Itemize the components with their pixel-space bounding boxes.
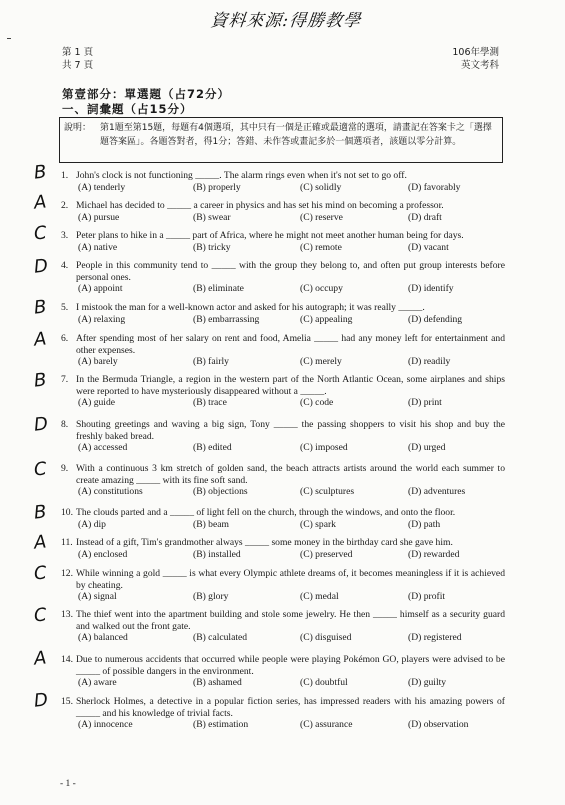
- exam-year: 106年學測: [452, 47, 499, 58]
- instructions-box: [59, 117, 503, 163]
- answer-option: (D) rewarded: [408, 548, 460, 560]
- question-item: [61, 537, 505, 561]
- option-row: [78, 397, 505, 409]
- answer-option: (C) remote: [300, 241, 342, 253]
- answer-option: (A) relaxing: [78, 313, 126, 325]
- question-item: [61, 333, 505, 368]
- question-item: [61, 260, 505, 295]
- page-line: 第 1 頁: [62, 47, 94, 58]
- handwritten-answer: D: [32, 689, 49, 712]
- answer-option: (A) appoint: [78, 283, 123, 295]
- answer-option: (D) urged: [408, 442, 446, 454]
- answer-option: (A) native: [78, 241, 118, 253]
- answer-option: (C) medal: [300, 591, 339, 603]
- subsection-title: 一、詞彙題（占15分）: [62, 102, 193, 116]
- answer-option: (C) preserved: [300, 548, 353, 560]
- answer-option: (C) merely: [300, 356, 342, 368]
- answer-option: (A) pursue: [78, 211, 120, 223]
- question-number: 11.: [61, 537, 73, 548]
- answer-option: (B) fairly: [193, 356, 229, 368]
- option-row: [78, 212, 505, 224]
- option-row: [78, 356, 505, 368]
- answer-option: (A) enclosed: [78, 548, 128, 560]
- question-item: [61, 696, 505, 731]
- question-number: 12.: [61, 568, 73, 579]
- question-number: 1.: [61, 170, 69, 181]
- question-item: [61, 609, 505, 644]
- question-number: 10.: [61, 507, 73, 518]
- answer-option: (D) profit: [408, 591, 446, 603]
- answer-option: (B) edited: [193, 442, 232, 454]
- question-stem: In the Bermuda Triangle, a region in the western part of the North Atlantic Ocean, some airplanes and ships were reported to have mysteriously disappeared without a _____.: [76, 374, 505, 397]
- question-number: 8.: [61, 419, 69, 430]
- question-number: 2.: [61, 200, 69, 211]
- answer-option: (A) tenderly: [78, 181, 126, 193]
- handwritten-answer: C: [32, 458, 48, 481]
- answer-option: (B) properly: [193, 181, 241, 193]
- answer-option: (D) readily: [408, 356, 451, 368]
- handwritten-answer: B: [32, 161, 48, 184]
- question-stem: People in this community tend to _____ with the group they belong to, and often put group interests before personal ones.: [76, 260, 505, 283]
- answer-option: (B) beam: [193, 518, 229, 530]
- option-row: [78, 719, 505, 731]
- answer-option: (B) glory: [193, 591, 229, 603]
- question-stem: The thief went into the apartment building and stole some jewelry. He then _____ himself as a security guard and walked out the front gate.: [76, 609, 505, 632]
- answer-option: (A) balanced: [78, 632, 128, 644]
- answer-option: (D) favorably: [408, 181, 461, 193]
- answer-option: (B) installed: [193, 548, 241, 560]
- section-title: 第壹部分：單選題（占72分）: [62, 87, 231, 101]
- answer-option: (D) defending: [408, 313, 463, 325]
- answer-option: (B) ashamed: [193, 677, 242, 689]
- answer-option: (A) dip: [78, 518, 106, 530]
- question-item: [61, 507, 505, 531]
- answer-option: (A) accessed: [78, 442, 128, 454]
- handwritten-answer: C: [32, 604, 48, 627]
- answer-option: (B) objections: [193, 486, 248, 498]
- question-stem: Peter plans to hike in a _____ part of Africa, where he might not meet another human being for days.: [76, 230, 464, 241]
- answer-option: (C) solidly: [300, 181, 342, 193]
- question-number: 14.: [61, 654, 73, 665]
- question-item: [61, 568, 505, 603]
- handwritten-answer: B: [32, 296, 48, 319]
- question-item: [61, 302, 505, 326]
- handwritten-answer: A: [32, 531, 48, 554]
- answer-option: (C) doubtful: [300, 677, 348, 689]
- answer-option: (D) vacant: [408, 241, 449, 253]
- answer-option: (C) assurance: [300, 719, 353, 731]
- option-row: [78, 182, 505, 194]
- question-item: [61, 230, 505, 254]
- option-row: [78, 486, 505, 498]
- answer-option: (C) reserve: [300, 211, 343, 223]
- question-number: 15.: [61, 696, 73, 707]
- handwritten-answer: A: [32, 328, 48, 351]
- option-row: [78, 632, 505, 644]
- question-item: [61, 419, 505, 454]
- answer-option: (A) aware: [78, 677, 117, 689]
- handwritten-answer: D: [32, 255, 49, 278]
- question-stem: I mistook the man for a well-known actor and asked for his autograph; it was really _____.: [76, 302, 425, 313]
- answer-option: (A) constitutions: [78, 486, 143, 498]
- answer-option: (D) adventures: [408, 486, 466, 498]
- question-stem: Sherlock Holmes, a detective in a popular fiction series, has impressed readers with his amazing powers of _____ and his knowledge of trivial facts.: [76, 696, 505, 719]
- question-stem: The clouds parted and a _____ of light fell on the church, through the windows, and onto the floor.: [76, 507, 456, 518]
- question-number: 7.: [61, 374, 69, 385]
- answer-option: (D) draft: [408, 211, 442, 223]
- answer-option: (C) imposed: [300, 442, 348, 454]
- source-watermark: 資料來源:得勝教學: [209, 11, 363, 31]
- answer-option: (C) appealing: [300, 313, 353, 325]
- handwritten-answer: D: [32, 413, 49, 436]
- option-row: [78, 591, 505, 603]
- question-number: 4.: [61, 260, 69, 271]
- exam-info: [452, 46, 499, 72]
- question-stem: John's clock is not functioning _____. The alarm rings even when it's not set to go off.: [76, 170, 407, 181]
- question-item: [61, 170, 505, 194]
- handwritten-answer: C: [32, 222, 48, 245]
- option-row: [78, 442, 505, 454]
- option-row: [78, 549, 505, 561]
- answer-option: (B) calculated: [193, 632, 248, 644]
- answer-option: (C) spark: [300, 518, 336, 530]
- answer-option: (C) occupy: [300, 283, 343, 295]
- option-row: [78, 283, 505, 295]
- answer-option: (B) tricky: [193, 241, 231, 253]
- instructions-label: 說明：: [64, 123, 92, 133]
- handwritten-answer: A: [32, 191, 48, 214]
- answer-option: (C) disguised: [300, 632, 352, 644]
- question-number: 13.: [61, 609, 73, 620]
- handwritten-answer: B: [32, 501, 48, 524]
- question-stem: Due to numerous accidents that occurred while people were playing Pokémon GO, players were advised to be _____ of possible dangers in the environment.: [76, 654, 505, 677]
- answer-option: (D) print: [408, 397, 442, 409]
- question-number: 9.: [61, 463, 69, 474]
- total-pages-line: 共 7 頁: [62, 60, 94, 71]
- answer-option: (D) guilty: [408, 677, 447, 689]
- question-item: [61, 463, 505, 498]
- answer-option: (C) code: [300, 397, 334, 409]
- handwritten-answer: C: [32, 562, 48, 585]
- answer-option: (B) trace: [193, 397, 227, 409]
- answer-option: (D) observation: [408, 719, 469, 731]
- question-item: [61, 654, 505, 689]
- answer-option: (B) embarrassing: [193, 313, 260, 325]
- question-stem: After spending most of her salary on rent and food, Amelia _____ had any money left for entertainment and other expenses.: [76, 333, 505, 356]
- option-row: [78, 314, 505, 326]
- answer-option: (B) estimation: [193, 719, 249, 731]
- question-item: [61, 200, 505, 224]
- question-stem: With a continuous 3 km stretch of golden sand, the beach attracts artists around the world each summer to create amazing _____ with its fine soft sand.: [76, 463, 505, 486]
- question-stem: Instead of a gift, Tim's grandmother always _____ some money in the birthday card she gave him.: [76, 537, 453, 548]
- answer-option: (A) innocence: [78, 719, 133, 731]
- option-row: [78, 519, 505, 531]
- answer-option: (C) sculptures: [300, 486, 355, 498]
- question-item: [61, 374, 505, 409]
- answer-option: (D) registered: [408, 632, 462, 644]
- answer-option: (D) path: [408, 518, 441, 530]
- answer-option: (A) barely: [78, 356, 118, 368]
- answer-option: (A) guide: [78, 397, 116, 409]
- page-number: - 1 -: [60, 779, 76, 789]
- handwritten-answer: B: [32, 369, 48, 392]
- exam-subject: 英文考科: [460, 60, 499, 71]
- instructions-text: 第1題至第15題，每題有4個選項，其中只有一個是正確或最適當的選項，請畫記在答案卡之「選擇題答案區」。各題答對者，得1分；答錯、未作答或畫記多於一個選項者，該題以零分計算。: [100, 123, 492, 147]
- question-stem: Michael has decided to _____ a career in physics and has set his mind on becoming a professor.: [76, 200, 444, 211]
- answer-option: (A) signal: [78, 591, 117, 603]
- question-number: 3.: [61, 230, 69, 241]
- question-number: 5.: [61, 302, 69, 313]
- answer-option: (B) swear: [193, 211, 231, 223]
- page-indicator: [62, 46, 93, 72]
- question-stem: While winning a gold _____ is what every Olympic athlete dreams of, it becomes meaningless if it is achieved by cheating.: [76, 568, 505, 591]
- scan-mark: [7, 38, 11, 39]
- question-number: 6.: [61, 333, 69, 344]
- option-row: [78, 677, 505, 689]
- question-stem: Shouting greetings and waving a big sign, Tony _____ the passing shoppers to visit his shop and buy the freshly baked bread.: [76, 419, 505, 442]
- answer-option: (D) identify: [408, 283, 454, 295]
- answer-option: (B) eliminate: [193, 283, 244, 295]
- handwritten-answer: A: [32, 647, 48, 670]
- option-row: [78, 242, 505, 254]
